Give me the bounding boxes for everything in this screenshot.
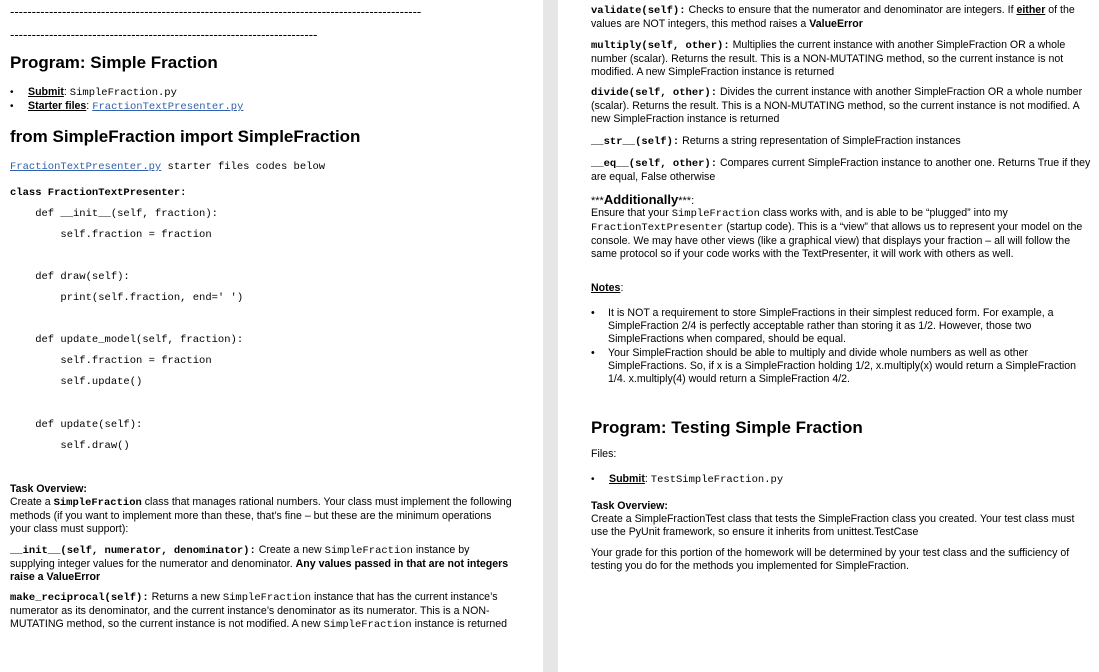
reciprocal-class-name: SimpleFraction xyxy=(222,592,312,604)
submit-file: SimpleFraction.py xyxy=(69,87,177,99)
additionally-stars: *** xyxy=(591,195,604,207)
additionally-presenter-name: FractionTextPresenter xyxy=(591,222,724,234)
additionally-body: class works with, and is able to be “plugged” into my xyxy=(759,207,1008,219)
code-line: print(self.fraction, end=' ') xyxy=(10,292,244,304)
validate-either: either xyxy=(1016,4,1046,16)
eq-text: Compares current SimpleFraction instance to another one. Returns True if they are equal, False otherwise xyxy=(591,157,1091,183)
test-task-overview-title: Task Overview: xyxy=(591,500,668,512)
test-submit-file: TestSimpleFraction.py xyxy=(650,474,784,486)
task-overview-title: Task Overview: xyxy=(10,483,87,495)
program-title: Program: Simple Fraction xyxy=(10,53,218,72)
task-class-name: SimpleFraction xyxy=(53,497,142,509)
additionally-body: Ensure that your xyxy=(591,207,672,219)
test-submit-line: Submit: TestSimpleFraction.py xyxy=(609,473,784,486)
reciprocal-text: instance that has the current instance’s numerator as its denominator, and the current instance’s denominator as its numerator. This is a NON-MUTATING method, so the current instance is not modified. A new xyxy=(10,591,498,630)
testing-program-title: Program: Testing Simple Fraction xyxy=(591,418,863,437)
additionally-stars: ***: xyxy=(678,195,695,207)
note-item: • Your SimpleFraction should be able to multiply and divide whole numbers as well as other SimpleFractions. So, if x is a SimpleFraction holding 1/2, x.multiply(x) would return a SimpleFraction 1/4. x.multiply(4) would return a SimpleFraction 4/2. xyxy=(591,347,1081,386)
str-text: Returns a string representation of SimpleFraction instances xyxy=(679,135,961,147)
bullet-icon: • xyxy=(591,474,595,485)
test-submit-label: Submit xyxy=(609,473,645,485)
validate-text: of the values are NOT integers, this method raises a xyxy=(591,4,1075,30)
code-line: def update_model(self, fraction): xyxy=(10,334,244,346)
test-task-overview-text: Create a SimpleFractionTest class that tests the SimpleFraction class you created. Your test class must use the PyUnit framework, so ensure it inherits from unittest.TestCase xyxy=(591,513,1075,538)
validate-text: Checks to ensure that the numerator and denominator are integers. If xyxy=(685,4,1017,16)
multiply-method-desc xyxy=(591,39,1094,79)
code-line: self.draw() xyxy=(10,440,130,452)
starter-code-intro xyxy=(10,160,325,173)
starter-code-desc: starter files codes below xyxy=(161,161,326,173)
dashed-separator-2: ----------------------------------------------------------------------- xyxy=(10,27,318,42)
init-text: instance by supplying integer values for the numerator and denominator. xyxy=(10,544,470,570)
additionally-body: (startup code). This is a “view” that allows us to represent your model on the console. We may have other views (like a graphical view) that displays your fraction – all will follow the same protocol so if your code works with the TextPresenter, it will work with others as well. xyxy=(591,221,1083,260)
reciprocal-signature: make_reciprocal(self): xyxy=(10,592,149,604)
task-overview-text xyxy=(10,496,515,536)
notes-colon: : xyxy=(620,282,624,294)
dashed-separator-1: ----------------------------------------------------------------------------------------------- xyxy=(10,4,422,19)
starter-line: Starter files: FractionTextPresenter.py xyxy=(28,100,244,113)
right-page xyxy=(558,0,1099,672)
submit-label: Submit xyxy=(28,86,64,98)
reciprocal-text: instance is returned xyxy=(411,618,508,630)
files-label: Files: xyxy=(591,448,617,460)
additionally-class-name: SimpleFraction xyxy=(671,208,760,220)
divide-text: Divides the current instance with another SimpleFraction OR a whole number (scalar). Returns the result. This is a NON-MUTATING method, so the current instance is not modified. A new SimpleFraction instance is returned xyxy=(591,86,1083,125)
init-method-desc xyxy=(10,544,515,584)
reciprocal-text: Returns a new xyxy=(148,591,223,603)
code-line: def update(self): xyxy=(10,419,143,431)
additionally-text xyxy=(591,207,1094,261)
multiply-signature: multiply(self, other): xyxy=(591,40,730,52)
starter-code-link[interactable]: FractionTextPresenter.py xyxy=(10,161,162,173)
init-class-name: SimpleFraction xyxy=(324,545,413,557)
validate-signature: validate(self): xyxy=(591,5,686,17)
submit-line: Submit: SimpleFraction.py xyxy=(28,86,177,99)
code-line: self.fraction = fraction xyxy=(10,229,212,241)
grade-text: Your grade for this portion of the homework will be determined by your test class and the sufficiency of testing you do for the methods you implemented for SimpleFraction. xyxy=(591,547,1070,572)
init-signature: __init__(self, numerator, denominator): xyxy=(10,545,256,557)
reciprocal-class-name: SimpleFraction xyxy=(323,619,412,631)
left-page xyxy=(0,0,543,672)
str-method-desc xyxy=(591,135,1094,149)
additionally-word: Additionally xyxy=(603,192,679,207)
code-line: self.fraction = fraction xyxy=(10,355,212,367)
notes-title: Notes xyxy=(591,282,621,294)
init-bold-text: Any values passed in that are not integers raise a ValueError xyxy=(10,558,509,583)
code-line: self.update() xyxy=(10,376,143,388)
note-item: • It is NOT a requirement to store SimpleFractions in their simplest reduced form. For example, a SimpleFraction 2/4 is perfectly acceptable rather than storing it as 1/2. However, those two SimpleFractions when compared, should be equal. xyxy=(591,307,1081,346)
divide-signature: divide(self, other): xyxy=(591,87,718,99)
eq-signature: __eq__(self, other): xyxy=(591,158,718,170)
multiply-text: Multiplies the current instance with another SimpleFraction OR a whole number (scalar). Returns the result. This is a NON-MUTATING method, so the current instance is not modified. A new SimpleFraction instance is returned xyxy=(591,39,1066,78)
eq-method-desc xyxy=(591,157,1094,184)
notes-list xyxy=(591,307,1081,387)
task-text: Create a xyxy=(10,496,54,508)
starter-label: Starter files xyxy=(28,100,87,112)
task-text: class that manages rational numbers. Your class must implement the following methods (if you want to implement more than these, that’s fine – but these are the minimum operations your class must support): xyxy=(10,496,512,535)
divide-method-desc xyxy=(591,86,1094,126)
validate-method-desc xyxy=(591,4,1091,31)
starter-file-link[interactable]: FractionTextPresenter.py xyxy=(92,101,244,113)
code-line: class FractionTextPresenter: xyxy=(10,187,187,199)
code-line: def __init__(self, fraction): xyxy=(10,208,218,220)
validate-bold: ValueError xyxy=(809,18,863,30)
init-text: Create a new xyxy=(255,544,325,556)
code-line: def draw(self): xyxy=(10,271,130,283)
bullet-icon: • xyxy=(10,87,14,98)
import-heading: from SimpleFraction import SimpleFraction xyxy=(10,127,361,146)
bullet-icon: • xyxy=(10,101,14,112)
str-signature: __str__(self): xyxy=(591,136,680,148)
reciprocal-method-desc xyxy=(10,591,515,632)
notes-heading xyxy=(591,282,623,295)
